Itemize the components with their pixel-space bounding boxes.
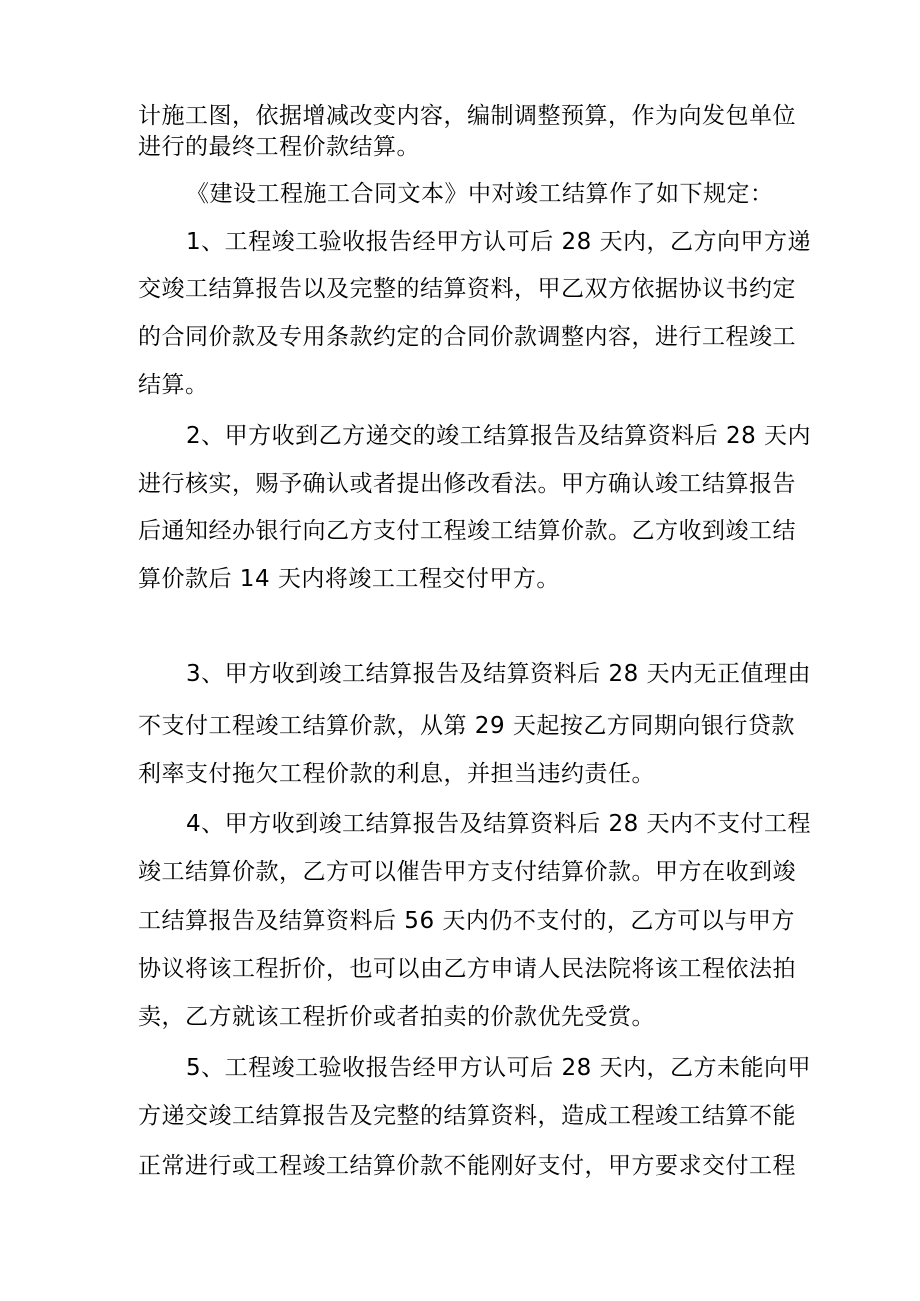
clause-4-line-5: 卖，乙方就该工程折价或者拍卖的价款优先受赏。 — [138, 1004, 655, 1030]
clause-4-line-1: 4、甲方收到竣工结算报告及结算资料后 28 天内不支付工程 — [186, 811, 812, 837]
clause-3-line-1: 3、甲方收到竣工结算报告及结算资料后 28 天内无正值理由 — [186, 661, 812, 687]
clause-5-line-2: 方递交竣工结算报告及完整的结算资料，造成工程竣工结算不能 — [138, 1103, 796, 1129]
clause-5-line-3: 正常进行或工程竣工结算价款不能刚好支付，甲方要求交付工程 — [138, 1153, 796, 1179]
clause-2-line-1: 2、甲方收到乙方递交的竣工结算报告及结算资料后 28 天内 — [186, 423, 812, 449]
clause-4-line-4: 协议将该工程折价，也可以由乙方申请人民法院将该工程依法拍 — [138, 956, 796, 982]
clause-1-line-3: 的合同价款及专用条款约定的合同价款调整内容，进行工程竣工 — [138, 324, 796, 350]
intro-line-1: 计施工图，依据增减改变内容，编制调整预算，作为向发包单位 — [138, 103, 796, 129]
clause-5-line-1: 5、工程竣工验收报告经甲方认可后 28 天内，乙方未能向甲 — [186, 1055, 812, 1081]
section-heading: 《建设工程施工合同文本》中对竣工结算作了如下规定： — [186, 181, 774, 207]
clause-1-line-4: 结算。 — [138, 372, 209, 398]
clause-4-line-2: 竣工结算价款，乙方可以催告甲方支付结算价款。甲方在收到竣 — [138, 859, 796, 885]
clause-4-line-3: 工结算报告及结算资料后 56 天内仍不支付的，乙方可以与甲方 — [138, 908, 795, 934]
clause-2-line-3: 后通知经办银行向乙方支付工程竣工结算价款。乙方收到竣工结 — [138, 518, 796, 544]
clause-2-line-4: 算价款后 14 天内将竣工工程交付甲方。 — [138, 566, 560, 592]
clause-3-line-2: 不支付工程竣工结算价款，从第 29 天起按乙方同期向银行贷款 — [138, 713, 795, 739]
clause-3-line-3: 利率支付拖欠工程价款的利息，并担当违约责任。 — [138, 761, 655, 787]
clause-1-line-2: 交竣工结算报告以及完整的结算资料，甲乙双方依据协议书约定 — [138, 276, 796, 302]
clause-2-line-2: 进行核实，赐予确认或者提出修改看法。甲方确认竣工结算报告 — [138, 471, 796, 497]
intro-line-2: 进行的最终工程价款结算。 — [138, 134, 420, 160]
clause-1-line-1: 1、工程竣工验收报告经甲方认可后 28 天内，乙方向甲方递 — [186, 229, 812, 255]
